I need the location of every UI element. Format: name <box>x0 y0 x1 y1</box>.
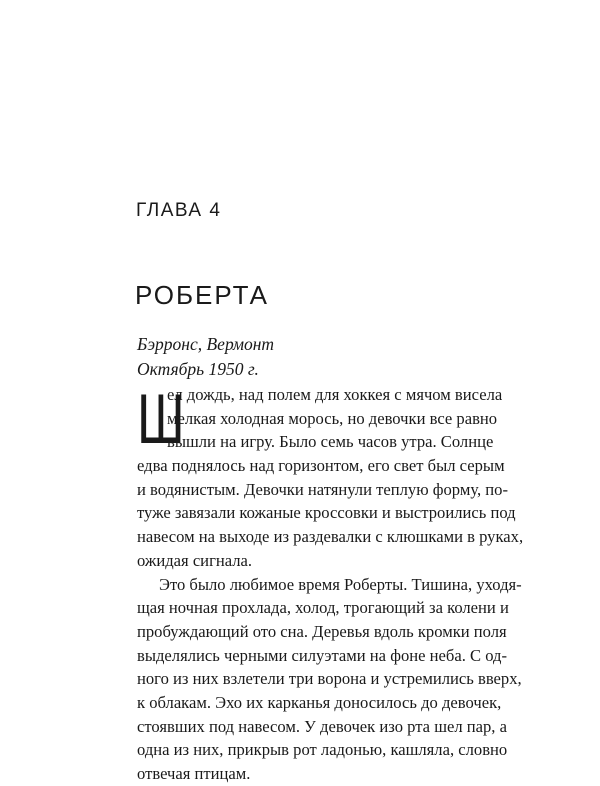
text-line: одна из них, прикрыв рот ладонью, кашляла, словно <box>137 740 508 760</box>
drop-cap-letter: Ш <box>137 381 185 460</box>
setting-block <box>137 332 274 382</box>
text-line: вышли на игру. Было семь часов утра. Солнце <box>167 432 494 452</box>
text-line: мелкая холодная морось, но девочки все равно <box>167 408 498 428</box>
text-line: Это было любимое время Роберты. Тишина, уходя- <box>159 574 522 594</box>
text-line: пробуждающий ото сна. Деревья вдоль кромки поля <box>137 621 507 641</box>
text-line: навесом на выходе из раздевалки с клюшками в руках, <box>137 527 524 547</box>
text-line: ного из них взлетели три ворона и устремились вверх, <box>137 669 522 689</box>
chapter-title: РОБЕРТА <box>135 280 269 310</box>
text-line: щая ночная прохлада, холод, трогающий за колени и <box>137 598 509 618</box>
text-line: ел дождь, над полем для хоккея с мячом висела <box>167 385 503 404</box>
chapter-number: ГЛАВА 4 <box>136 200 222 221</box>
body-text <box>137 381 524 786</box>
text-line: и водянистым. Девочки натянули теплую форму, по- <box>137 479 508 499</box>
text-line: ожидая сигнала. <box>137 550 253 570</box>
text-line: выделялись черными силуэтами на фоне неба. С од- <box>137 645 507 665</box>
drop-cap <box>137 381 185 460</box>
setting-place: Бэрронс, Вермонт <box>137 334 275 354</box>
text-line: отвечая птицам. <box>137 764 251 783</box>
text-line: к облакам. Эхо их карканья доносилось до девочек, <box>137 692 502 712</box>
text-line: туже завязали кожаные кроссовки и выстроились под <box>137 503 516 523</box>
text-line: стоявших под навесом. У девочек изо рта шел пар, а <box>137 716 507 736</box>
text-line: едва поднялось над горизонтом, его свет был серым <box>137 456 505 476</box>
setting-date: Октябрь 1950 г. <box>137 359 259 379</box>
